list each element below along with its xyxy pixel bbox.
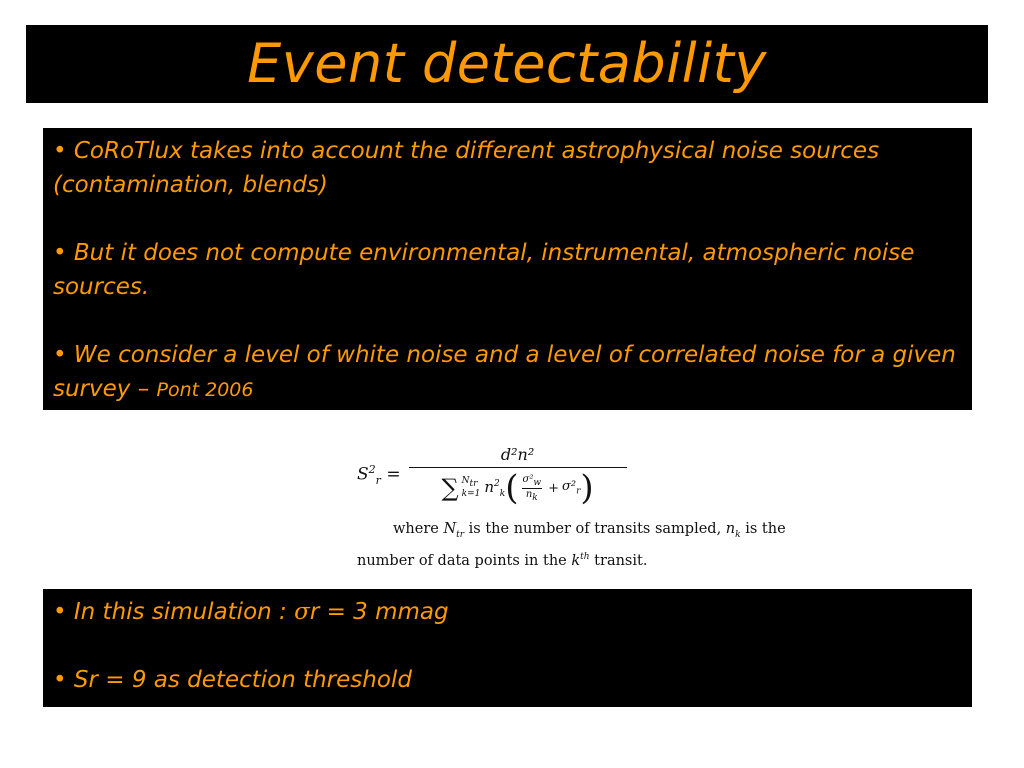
formula-explanation: where $N_{tr}$ is the number of transits sampled, $n_k$ is the number of data points in the $k^{th}$ transit.	[357, 521, 786, 569]
title-bar	[26, 25, 988, 103]
bullet-threshold: • Sr = 9 as detection threshold	[53, 667, 412, 693]
bullet-not-computed: • But it does not compute environmental, instrumental, atmospheric noise sources.	[53, 240, 915, 300]
sum-symbol: ∑	[441, 474, 459, 502]
citation: Pont 2006	[156, 379, 254, 401]
fraction	[409, 445, 627, 508]
sum-limits: $N_{tr}$ k=1	[461, 475, 481, 500]
detection-formula	[357, 440, 857, 569]
equation	[357, 440, 627, 510]
n-k-squared: $n^2_k$	[484, 477, 506, 499]
inner-term: $\sigma^2_w$ $n_k$ + $\sigma^2_r$	[522, 473, 581, 503]
bullet-text: • We consider a level of white noise and a level of correlated noise for a given survey –	[53, 342, 956, 402]
bullet-corotlux: • CoRoTlux takes into account the different astrophysical noise sources (contamination, blends)	[53, 138, 880, 198]
sigma-symbol: σ	[294, 599, 310, 625]
bullet-sigma-r: • In this simulation : σr = 3 mmag	[53, 599, 449, 625]
bullet-white-correlated-noise	[53, 338, 962, 407]
simulation-panel	[43, 589, 972, 707]
denominator: ∑ $N_{tr}$ k=1 $n^2_k$ ( $\sigma^2_w$ $n_k$ + $\sigma^2_r$ )	[409, 467, 627, 505]
sigma-w-over-nk: $\sigma^2_w$ $n_k$	[522, 473, 542, 503]
slide-title: Event detectability	[247, 32, 767, 95]
sigma-r-squared: $\sigma^2_r$	[561, 479, 581, 497]
numerator: d²n²	[500, 445, 535, 464]
formula-lhs: $S^2_r$ =	[357, 462, 401, 488]
noise-sources-panel	[43, 128, 972, 410]
